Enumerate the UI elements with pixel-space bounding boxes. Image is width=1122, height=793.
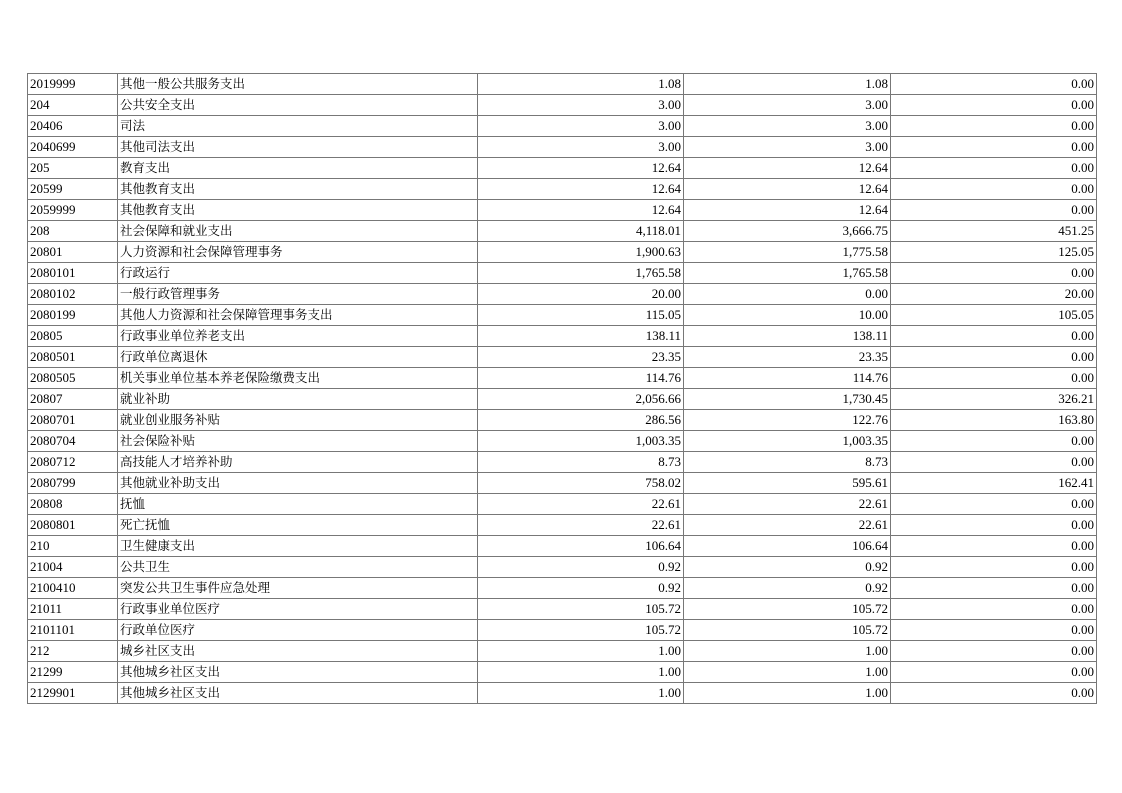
table-row xyxy=(28,221,1097,242)
project-expenditure-cell: 0.00 xyxy=(891,179,1097,200)
total-amount-cell: 138.11 xyxy=(478,326,684,347)
budget-expenditure-table xyxy=(27,73,1096,704)
table-row xyxy=(28,305,1097,326)
total-amount-cell: 115.05 xyxy=(478,305,684,326)
table-row xyxy=(28,116,1097,137)
project-expenditure-cell: 0.00 xyxy=(891,200,1097,221)
subject-code-cell: 2080799 xyxy=(28,473,118,494)
table-row xyxy=(28,242,1097,263)
table-row xyxy=(28,263,1097,284)
table-row xyxy=(28,200,1097,221)
basic-expenditure-cell: 1,775.58 xyxy=(684,242,891,263)
subject-code-cell: 20808 xyxy=(28,494,118,515)
subject-name-cell: 社会保险补贴 xyxy=(118,431,478,452)
total-amount-cell: 12.64 xyxy=(478,158,684,179)
subject-code-cell: 2129901 xyxy=(28,683,118,704)
subject-code-cell: 2080712 xyxy=(28,452,118,473)
project-expenditure-cell: 451.25 xyxy=(891,221,1097,242)
subject-code-cell: 2100410 xyxy=(28,578,118,599)
basic-expenditure-cell: 105.72 xyxy=(684,620,891,641)
subject-code-cell: 2080701 xyxy=(28,410,118,431)
table-row xyxy=(28,95,1097,116)
subject-code-cell: 20406 xyxy=(28,116,118,137)
table-row xyxy=(28,452,1097,473)
subject-code-cell: 2080199 xyxy=(28,305,118,326)
project-expenditure-cell: 0.00 xyxy=(891,95,1097,116)
subject-code-cell: 21011 xyxy=(28,599,118,620)
project-expenditure-cell: 0.00 xyxy=(891,74,1097,95)
subject-name-cell: 其他人力资源和社会保障管理事务支出 xyxy=(118,305,478,326)
total-amount-cell: 3.00 xyxy=(478,95,684,116)
total-amount-cell: 1,765.58 xyxy=(478,263,684,284)
table-row xyxy=(28,410,1097,431)
project-expenditure-cell: 162.41 xyxy=(891,473,1097,494)
subject-code-cell: 2080101 xyxy=(28,263,118,284)
subject-name-cell: 突发公共卫生事件应急处理 xyxy=(118,578,478,599)
subject-code-cell: 210 xyxy=(28,536,118,557)
subject-code-cell: 208 xyxy=(28,221,118,242)
table-row xyxy=(28,368,1097,389)
subject-name-cell: 行政单位离退休 xyxy=(118,347,478,368)
basic-expenditure-cell: 23.35 xyxy=(684,347,891,368)
subject-code-cell: 20801 xyxy=(28,242,118,263)
subject-code-cell: 2080801 xyxy=(28,515,118,536)
project-expenditure-cell: 0.00 xyxy=(891,326,1097,347)
project-expenditure-cell: 0.00 xyxy=(891,557,1097,578)
subject-code-cell: 2080505 xyxy=(28,368,118,389)
total-amount-cell: 2,056.66 xyxy=(478,389,684,410)
subject-code-cell: 205 xyxy=(28,158,118,179)
basic-expenditure-cell: 138.11 xyxy=(684,326,891,347)
table-row xyxy=(28,515,1097,536)
basic-expenditure-cell: 105.72 xyxy=(684,599,891,620)
table-row xyxy=(28,641,1097,662)
project-expenditure-cell: 0.00 xyxy=(891,452,1097,473)
table-body xyxy=(28,74,1097,704)
subject-code-cell: 2040699 xyxy=(28,137,118,158)
basic-expenditure-cell: 22.61 xyxy=(684,515,891,536)
basic-expenditure-cell: 1.00 xyxy=(684,662,891,683)
project-expenditure-cell: 0.00 xyxy=(891,158,1097,179)
subject-code-cell: 20807 xyxy=(28,389,118,410)
table-row xyxy=(28,599,1097,620)
total-amount-cell: 22.61 xyxy=(478,494,684,515)
subject-name-cell: 其他就业补助支出 xyxy=(118,473,478,494)
basic-expenditure-cell: 1,730.45 xyxy=(684,389,891,410)
subject-name-cell: 抚恤 xyxy=(118,494,478,515)
total-amount-cell: 1,900.63 xyxy=(478,242,684,263)
table-row xyxy=(28,74,1097,95)
subject-name-cell: 城乡社区支出 xyxy=(118,641,478,662)
subject-name-cell: 机关事业单位基本养老保险缴费支出 xyxy=(118,368,478,389)
total-amount-cell: 20.00 xyxy=(478,284,684,305)
basic-expenditure-cell: 1.00 xyxy=(684,683,891,704)
total-amount-cell: 286.56 xyxy=(478,410,684,431)
total-amount-cell: 1.00 xyxy=(478,662,684,683)
subject-name-cell: 其他一般公共服务支出 xyxy=(118,74,478,95)
total-amount-cell: 8.73 xyxy=(478,452,684,473)
subject-name-cell: 公共卫生 xyxy=(118,557,478,578)
subject-name-cell: 人力资源和社会保障管理事务 xyxy=(118,242,478,263)
project-expenditure-cell: 0.00 xyxy=(891,515,1097,536)
subject-name-cell: 社会保障和就业支出 xyxy=(118,221,478,242)
subject-name-cell: 教育支出 xyxy=(118,158,478,179)
project-expenditure-cell: 0.00 xyxy=(891,683,1097,704)
subject-code-cell: 2019999 xyxy=(28,74,118,95)
subject-code-cell: 2080102 xyxy=(28,284,118,305)
project-expenditure-cell: 0.00 xyxy=(891,368,1097,389)
table-row xyxy=(28,179,1097,200)
basic-expenditure-cell: 0.92 xyxy=(684,578,891,599)
table-row xyxy=(28,662,1097,683)
project-expenditure-cell: 163.80 xyxy=(891,410,1097,431)
basic-expenditure-cell: 10.00 xyxy=(684,305,891,326)
table-row xyxy=(28,158,1097,179)
table-row xyxy=(28,683,1097,704)
total-amount-cell: 12.64 xyxy=(478,179,684,200)
table-row xyxy=(28,578,1097,599)
subject-name-cell: 行政单位医疗 xyxy=(118,620,478,641)
subject-code-cell: 20805 xyxy=(28,326,118,347)
total-amount-cell: 1,003.35 xyxy=(478,431,684,452)
subject-name-cell: 行政事业单位医疗 xyxy=(118,599,478,620)
subject-name-cell: 就业创业服务补贴 xyxy=(118,410,478,431)
table-row xyxy=(28,389,1097,410)
total-amount-cell: 105.72 xyxy=(478,599,684,620)
subject-name-cell: 一般行政管理事务 xyxy=(118,284,478,305)
project-expenditure-cell: 0.00 xyxy=(891,620,1097,641)
table-row xyxy=(28,326,1097,347)
basic-expenditure-cell: 3.00 xyxy=(684,95,891,116)
subject-code-cell: 2101101 xyxy=(28,620,118,641)
table-row xyxy=(28,620,1097,641)
total-amount-cell: 106.64 xyxy=(478,536,684,557)
subject-code-cell: 21299 xyxy=(28,662,118,683)
subject-name-cell: 其他教育支出 xyxy=(118,200,478,221)
total-amount-cell: 22.61 xyxy=(478,515,684,536)
basic-expenditure-cell: 3.00 xyxy=(684,116,891,137)
total-amount-cell: 23.35 xyxy=(478,347,684,368)
total-amount-cell: 3.00 xyxy=(478,137,684,158)
project-expenditure-cell: 0.00 xyxy=(891,347,1097,368)
total-amount-cell: 105.72 xyxy=(478,620,684,641)
project-expenditure-cell: 20.00 xyxy=(891,284,1097,305)
subject-name-cell: 卫生健康支出 xyxy=(118,536,478,557)
subject-code-cell: 2059999 xyxy=(28,200,118,221)
total-amount-cell: 1.00 xyxy=(478,683,684,704)
total-amount-cell: 3.00 xyxy=(478,116,684,137)
basic-expenditure-cell: 1,765.58 xyxy=(684,263,891,284)
project-expenditure-cell: 0.00 xyxy=(891,578,1097,599)
table-row xyxy=(28,557,1097,578)
total-amount-cell: 1.08 xyxy=(478,74,684,95)
project-expenditure-cell: 125.05 xyxy=(891,242,1097,263)
basic-expenditure-cell: 22.61 xyxy=(684,494,891,515)
total-amount-cell: 12.64 xyxy=(478,200,684,221)
basic-expenditure-cell: 12.64 xyxy=(684,158,891,179)
subject-name-cell: 行政事业单位养老支出 xyxy=(118,326,478,347)
project-expenditure-cell: 0.00 xyxy=(891,599,1097,620)
project-expenditure-cell: 0.00 xyxy=(891,494,1097,515)
total-amount-cell: 0.92 xyxy=(478,557,684,578)
table-row xyxy=(28,347,1097,368)
subject-name-cell: 其他城乡社区支出 xyxy=(118,683,478,704)
subject-code-cell: 2080501 xyxy=(28,347,118,368)
basic-expenditure-cell: 106.64 xyxy=(684,536,891,557)
basic-expenditure-cell: 1.00 xyxy=(684,641,891,662)
basic-expenditure-cell: 0.00 xyxy=(684,284,891,305)
subject-name-cell: 高技能人才培养补助 xyxy=(118,452,478,473)
basic-expenditure-cell: 122.76 xyxy=(684,410,891,431)
subject-code-cell: 20599 xyxy=(28,179,118,200)
basic-expenditure-cell: 595.61 xyxy=(684,473,891,494)
project-expenditure-cell: 0.00 xyxy=(891,641,1097,662)
total-amount-cell: 1.00 xyxy=(478,641,684,662)
table-row xyxy=(28,473,1097,494)
basic-expenditure-cell: 0.92 xyxy=(684,557,891,578)
subject-name-cell: 其他司法支出 xyxy=(118,137,478,158)
subject-name-cell: 公共安全支出 xyxy=(118,95,478,116)
subject-code-cell: 21004 xyxy=(28,557,118,578)
table-row xyxy=(28,137,1097,158)
project-expenditure-cell: 0.00 xyxy=(891,263,1097,284)
table-row xyxy=(28,284,1097,305)
project-expenditure-cell: 0.00 xyxy=(891,116,1097,137)
subject-name-cell: 就业补助 xyxy=(118,389,478,410)
basic-expenditure-cell: 1.08 xyxy=(684,74,891,95)
project-expenditure-cell: 0.00 xyxy=(891,431,1097,452)
subject-name-cell: 行政运行 xyxy=(118,263,478,284)
total-amount-cell: 4,118.01 xyxy=(478,221,684,242)
basic-expenditure-cell: 8.73 xyxy=(684,452,891,473)
project-expenditure-cell: 105.05 xyxy=(891,305,1097,326)
subject-name-cell: 其他城乡社区支出 xyxy=(118,662,478,683)
project-expenditure-cell: 0.00 xyxy=(891,536,1097,557)
subject-code-cell: 204 xyxy=(28,95,118,116)
subject-name-cell: 死亡抚恤 xyxy=(118,515,478,536)
subject-code-cell: 212 xyxy=(28,641,118,662)
basic-expenditure-cell: 1,003.35 xyxy=(684,431,891,452)
basic-expenditure-cell: 114.76 xyxy=(684,368,891,389)
basic-expenditure-cell: 3,666.75 xyxy=(684,221,891,242)
total-amount-cell: 758.02 xyxy=(478,473,684,494)
project-expenditure-cell: 0.00 xyxy=(891,137,1097,158)
table-row xyxy=(28,494,1097,515)
data-table xyxy=(27,73,1097,704)
subject-code-cell: 2080704 xyxy=(28,431,118,452)
subject-name-cell: 司法 xyxy=(118,116,478,137)
total-amount-cell: 0.92 xyxy=(478,578,684,599)
total-amount-cell: 114.76 xyxy=(478,368,684,389)
project-expenditure-cell: 0.00 xyxy=(891,662,1097,683)
table-row xyxy=(28,536,1097,557)
basic-expenditure-cell: 12.64 xyxy=(684,179,891,200)
basic-expenditure-cell: 12.64 xyxy=(684,200,891,221)
table-row xyxy=(28,431,1097,452)
subject-name-cell: 其他教育支出 xyxy=(118,179,478,200)
project-expenditure-cell: 326.21 xyxy=(891,389,1097,410)
basic-expenditure-cell: 3.00 xyxy=(684,137,891,158)
